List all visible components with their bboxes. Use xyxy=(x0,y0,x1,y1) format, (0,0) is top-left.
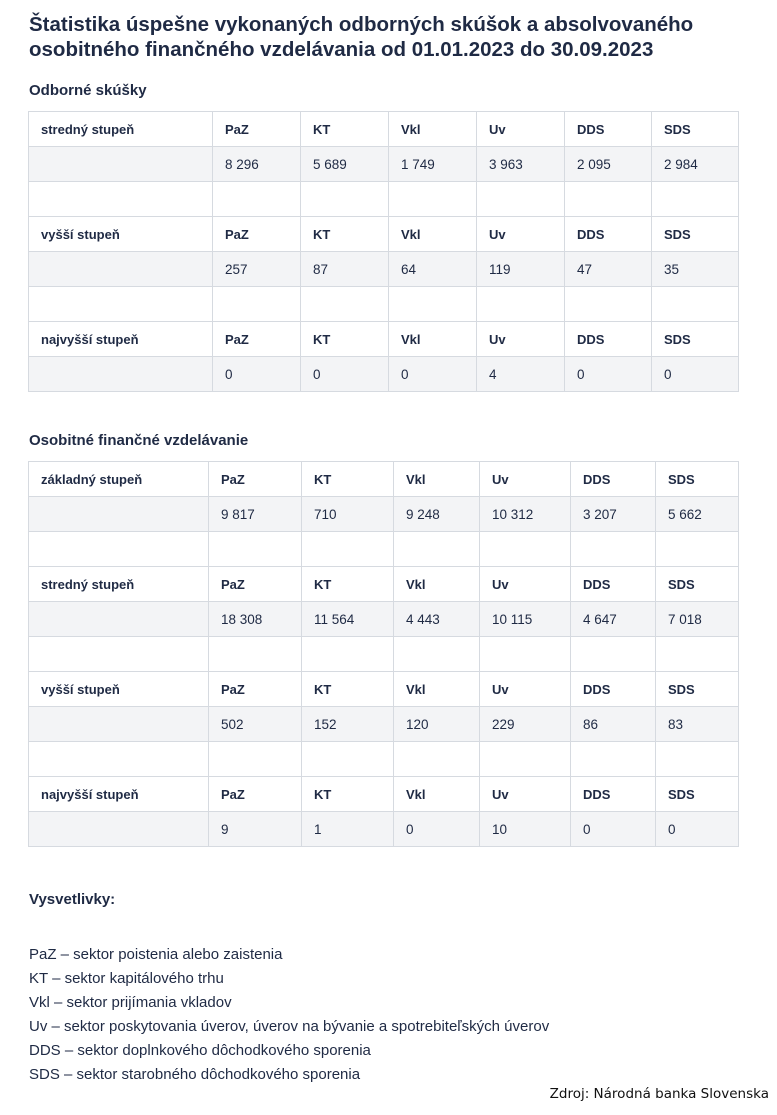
empty-cell xyxy=(301,287,389,322)
spacer-row xyxy=(29,182,739,217)
empty-cell xyxy=(29,532,209,567)
empty-cell xyxy=(571,532,656,567)
table-cell: 0 xyxy=(656,812,739,847)
empty-cell xyxy=(302,532,394,567)
table-cell: 3 963 xyxy=(477,147,565,182)
empty-cell xyxy=(209,637,302,672)
table-cell: 0 xyxy=(652,357,739,392)
table-cell: 0 xyxy=(213,357,301,392)
column-header: Uv xyxy=(480,672,571,707)
table-row xyxy=(29,357,739,392)
column-header: KT xyxy=(302,462,394,497)
column-header: PaZ xyxy=(209,462,302,497)
empty-cell xyxy=(656,637,739,672)
table-cell: 11 564 xyxy=(302,602,394,637)
table-row xyxy=(29,252,739,287)
column-header: Vkl xyxy=(389,322,477,357)
column-header: Uv xyxy=(480,777,571,812)
column-header: Vkl xyxy=(389,112,477,147)
empty-cell xyxy=(571,637,656,672)
table-cell: 7 018 xyxy=(656,602,739,637)
empty-cell xyxy=(29,707,209,742)
table-cell: 9 248 xyxy=(394,497,480,532)
column-header: SDS xyxy=(656,777,739,812)
spacer-row xyxy=(29,532,739,567)
table-cell: 0 xyxy=(394,812,480,847)
column-header: DDS xyxy=(565,217,652,252)
empty-cell xyxy=(29,742,209,777)
column-header: Uv xyxy=(477,322,565,357)
table-cell: 119 xyxy=(477,252,565,287)
column-header: KT xyxy=(302,672,394,707)
empty-cell xyxy=(477,182,565,217)
table-cell: 64 xyxy=(389,252,477,287)
empty-cell xyxy=(213,287,301,322)
column-header: SDS xyxy=(656,672,739,707)
table-osobitne-financne-vzdelavanie xyxy=(28,461,739,847)
column-header: PaZ xyxy=(209,567,302,602)
column-header: PaZ xyxy=(213,112,301,147)
column-header: SDS xyxy=(656,462,739,497)
legend-list xyxy=(29,943,549,1087)
empty-cell xyxy=(302,637,394,672)
empty-cell xyxy=(480,637,571,672)
empty-cell xyxy=(29,252,213,287)
table-cell: 1 xyxy=(302,812,394,847)
column-header: DDS xyxy=(571,672,656,707)
row-group-label: vyšší stupeň xyxy=(29,217,213,252)
empty-cell xyxy=(480,532,571,567)
table-cell: 229 xyxy=(480,707,571,742)
column-header: Vkl xyxy=(394,777,480,812)
table-cell: 4 647 xyxy=(571,602,656,637)
empty-cell xyxy=(213,182,301,217)
table-cell: 10 115 xyxy=(480,602,571,637)
section-title-osobitne-financne-vzdelavanie: Osobitné finančné vzdelávanie xyxy=(29,432,249,449)
empty-cell xyxy=(29,147,213,182)
column-header: Vkl xyxy=(389,217,477,252)
legend-item: Uv – sektor poskytovania úverov, úverov na bývanie a spotrebiteľských úverov xyxy=(29,1018,550,1035)
table-cell: 1 749 xyxy=(389,147,477,182)
column-header: PaZ xyxy=(209,777,302,812)
empty-cell xyxy=(29,182,213,217)
table-cell: 0 xyxy=(301,357,389,392)
empty-cell xyxy=(565,182,652,217)
column-header: Uv xyxy=(477,112,565,147)
column-header: Uv xyxy=(480,567,571,602)
empty-cell xyxy=(209,532,302,567)
column-header: DDS xyxy=(571,567,656,602)
legend-item: KT – sektor kapitálového trhu xyxy=(29,970,224,987)
column-header: KT xyxy=(301,217,389,252)
empty-cell xyxy=(29,812,209,847)
table-cell: 0 xyxy=(565,357,652,392)
column-header: DDS xyxy=(565,112,652,147)
column-header: SDS xyxy=(652,112,739,147)
empty-cell xyxy=(571,742,656,777)
table-cell: 9 817 xyxy=(209,497,302,532)
spacer-row xyxy=(29,742,739,777)
row-group-label: základný stupeň xyxy=(29,462,209,497)
legend-item: Vkl – sektor prijímania vkladov xyxy=(29,994,232,1011)
empty-cell xyxy=(29,287,213,322)
table-cell: 47 xyxy=(565,252,652,287)
table-cell: 2 095 xyxy=(565,147,652,182)
empty-cell xyxy=(652,182,739,217)
legend-item: SDS – sektor starobného dôchodkového sporenia xyxy=(29,1066,361,1083)
table-row xyxy=(29,147,739,182)
column-header: KT xyxy=(302,777,394,812)
empty-cell xyxy=(209,742,302,777)
spacer-row xyxy=(29,287,739,322)
legend-title: Vysvetlivky: xyxy=(29,891,116,908)
column-header: Uv xyxy=(477,217,565,252)
empty-cell xyxy=(302,742,394,777)
empty-cell xyxy=(565,287,652,322)
table-cell: 5 662 xyxy=(656,497,739,532)
table-cell: 0 xyxy=(571,812,656,847)
column-header: Vkl xyxy=(394,462,480,497)
row-group-label: vyšší stupeň xyxy=(29,672,209,707)
column-header: PaZ xyxy=(209,672,302,707)
table-cell: 83 xyxy=(656,707,739,742)
spacer-row xyxy=(29,637,739,672)
empty-cell xyxy=(652,287,739,322)
column-header: Vkl xyxy=(394,567,480,602)
empty-cell xyxy=(29,637,209,672)
table-header-row xyxy=(29,672,739,707)
table-row xyxy=(29,602,739,637)
empty-cell xyxy=(29,497,209,532)
table-cell: 3 207 xyxy=(571,497,656,532)
table-row xyxy=(29,812,739,847)
column-header: KT xyxy=(301,322,389,357)
table-row xyxy=(29,497,739,532)
row-group-label: stredný stupeň xyxy=(29,567,209,602)
section-title-odborne-skusky: Odborné skúšky xyxy=(29,82,147,99)
empty-cell xyxy=(394,742,480,777)
empty-cell xyxy=(389,287,477,322)
table-header-row xyxy=(29,462,739,497)
column-header: Uv xyxy=(480,462,571,497)
empty-cell xyxy=(477,287,565,322)
empty-cell xyxy=(29,357,213,392)
empty-cell xyxy=(394,637,480,672)
legend-item: PaZ – sektor poistenia alebo zaistenia xyxy=(29,946,283,963)
empty-cell xyxy=(480,742,571,777)
table-header-row xyxy=(29,777,739,812)
page-title: Štatistika úspešne vykonaných odborných skúšok a absolvovaného osobitného finančného vzdelávania od 01.01.2023 do 30.09.2023 xyxy=(29,13,694,61)
table-header-row xyxy=(29,322,739,357)
column-header: DDS xyxy=(571,777,656,812)
column-header: DDS xyxy=(565,322,652,357)
row-group-label: najvyšší stupeň xyxy=(29,322,213,357)
table-cell: 86 xyxy=(571,707,656,742)
row-group-label: najvyšší stupeň xyxy=(29,777,209,812)
table-row xyxy=(29,707,739,742)
table-cell: 710 xyxy=(302,497,394,532)
table-cell: 8 296 xyxy=(213,147,301,182)
table-cell: 10 312 xyxy=(480,497,571,532)
legend-item: DDS – sektor doplnkového dôchodkového sporenia xyxy=(29,1042,371,1059)
table-cell: 10 xyxy=(480,812,571,847)
column-header: KT xyxy=(301,112,389,147)
column-header: DDS xyxy=(571,462,656,497)
table-cell: 257 xyxy=(213,252,301,287)
column-header: PaZ xyxy=(213,217,301,252)
table-cell: 9 xyxy=(209,812,302,847)
table-cell: 18 308 xyxy=(209,602,302,637)
empty-cell xyxy=(394,532,480,567)
table-header-row xyxy=(29,567,739,602)
column-header: SDS xyxy=(656,567,739,602)
table-cell: 87 xyxy=(301,252,389,287)
table-odborne-skusky xyxy=(28,111,739,392)
empty-cell xyxy=(29,602,209,637)
table-header-row xyxy=(29,217,739,252)
empty-cell xyxy=(389,182,477,217)
table-cell: 35 xyxy=(652,252,739,287)
table-header-row xyxy=(29,112,739,147)
table-cell: 4 443 xyxy=(394,602,480,637)
column-header: PaZ xyxy=(213,322,301,357)
table-cell: 152 xyxy=(302,707,394,742)
source-note: Zdroj: Národná banka Slovenska xyxy=(549,1086,769,1102)
column-header: SDS xyxy=(652,322,739,357)
column-header: KT xyxy=(302,567,394,602)
table-cell: 4 xyxy=(477,357,565,392)
table-cell: 502 xyxy=(209,707,302,742)
empty-cell xyxy=(301,182,389,217)
empty-cell xyxy=(656,742,739,777)
column-header: Vkl xyxy=(394,672,480,707)
table-cell: 0 xyxy=(389,357,477,392)
column-header: SDS xyxy=(652,217,739,252)
table-cell: 2 984 xyxy=(652,147,739,182)
empty-cell xyxy=(656,532,739,567)
table-cell: 5 689 xyxy=(301,147,389,182)
row-group-label: stredný stupeň xyxy=(29,112,213,147)
table-cell: 120 xyxy=(394,707,480,742)
